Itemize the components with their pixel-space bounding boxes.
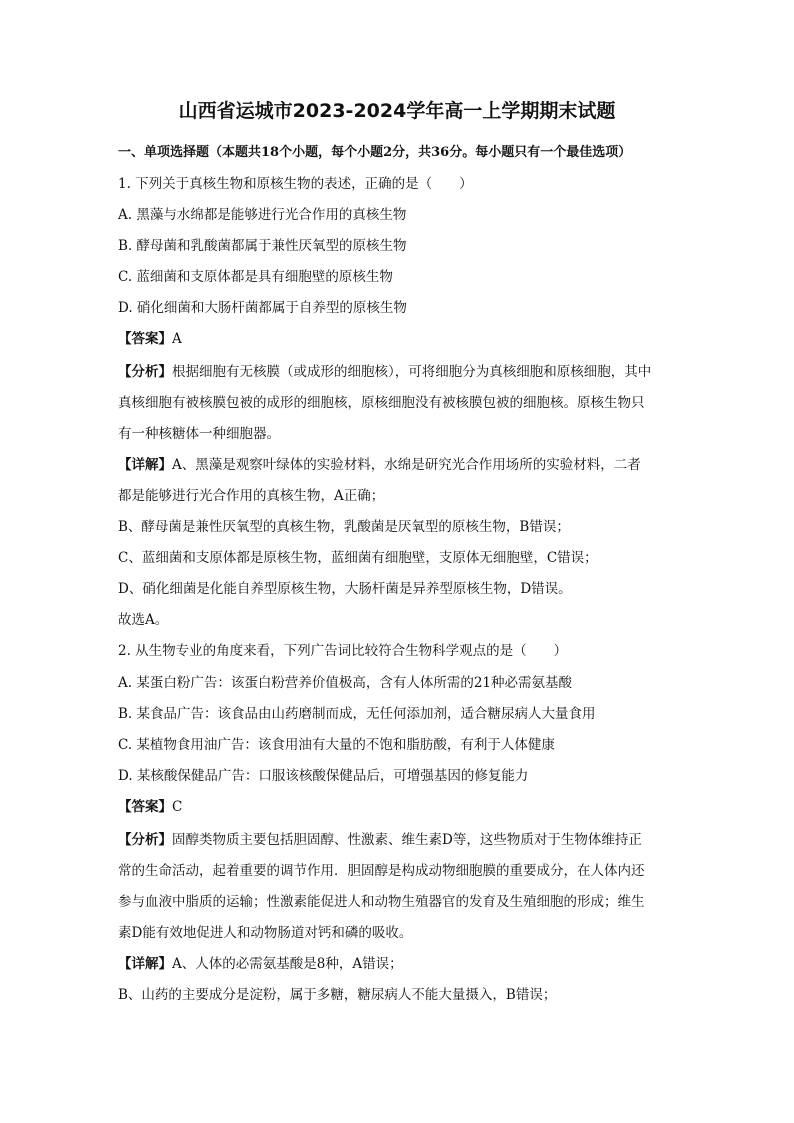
page-title: 山西省运城市2023-2024学年高一上学期期末试题 (178, 100, 616, 122)
q1-detail-line: D、硝化细菌是化能自养型原核生物，大肠杆菌是异养型原核生物，D错误。 (118, 581, 572, 597)
q2-detail-line (118, 954, 403, 974)
q1-option-b: B. 酵母菌和乳酸菌都属于兼性厌氧型的原核生物 (118, 238, 407, 254)
detail-label: 【详解】 (118, 956, 172, 972)
q1-option-a: A. 黑藻与水绵都是能够进行光合作用的真核生物 (118, 207, 407, 223)
q1-analysis-line: 真核细胞有被核膜包被的成形的细胞核，原核细胞没有被核膜包被的细胞核。原核生物只 (118, 395, 645, 411)
detail-label: 【详解】 (118, 457, 172, 473)
q2-option-c: C. 某植物食用油广告：该食用油有大量的不饱和脂肪酸，有利于人体健康 (118, 737, 555, 753)
q2-analysis-line: 素D能有效地促进人和动物肠道对钙和磷的吸收。 (118, 925, 413, 941)
section-heading: 一、单项选择题（本题共18个小题，每个小题2分，共36分。每小题只有一个最佳选项） (118, 145, 632, 160)
answer-label: 【答案】 (118, 799, 172, 815)
q1-answer (118, 329, 182, 349)
q2-analysis-line: 常的生命活动，起着重要的调节作用．胆固醇是构成动物细胞膜的重要成分，在人体内还 (118, 863, 645, 879)
q2-stem: 2. 从生物专业的角度来看，下列广告词比较符合生物科学观点的是（ ） (118, 643, 568, 659)
q1-detail-line: B、酵母菌是兼性厌氧型的真核生物，乳酸菌是厌氧型的原核生物，B错误； (118, 519, 570, 535)
q1-option-c: C. 蓝细菌和支原体都是具有细胞壁的原核生物 (118, 269, 393, 285)
q1-stem: 1. 下列关于真核生物和原核生物的表述，正确的是（ ） (118, 176, 473, 192)
q1-detail-line: 都是能够进行光合作用的真核生物，A正确； (118, 488, 385, 504)
analysis-label: 【分析】 (118, 832, 172, 848)
analysis-text: 根据细胞有无核膜（或成形的细胞核），可将细胞分为真核细胞和原核细胞，其中 (172, 364, 652, 380)
q1-detail-line: C、蓝细菌和支原体都是原核生物，蓝细菌有细胞壁，支原体无细胞壁，C错误； (118, 550, 598, 566)
q1-detail-line (118, 455, 641, 475)
q2-option-b: B. 某食品广告：该食品由山药磨制而成，无任何添加剂，适合糖尿病人大量食用 (118, 706, 596, 722)
q2-option-a: A. 某蛋白粉广告：该蛋白粉营养价值极高，含有人体所需的21种必需氨基酸 (118, 675, 573, 691)
analysis-label: 【分析】 (118, 364, 172, 380)
q1-analysis-line: 有一种核糖体一种细胞器。 (118, 426, 280, 442)
q2-detail-line: B、山药的主要成分是淀粉，属于多糖，糖尿病人不能大量摄入，B错误； (118, 987, 557, 1003)
q1-option-d: D. 硝化细菌和大肠杆菌都属于自养型的原核生物 (118, 300, 407, 316)
q2-analysis-line (118, 830, 642, 850)
detail-text: A、黑藻是观察叶绿体的实验材料，水绵是研究光合作用场所的实验材料，二者 (172, 457, 641, 473)
q1-conclusion: 故选A。 (118, 612, 169, 628)
analysis-text: 固醇类物质主要包括胆固醇、性激素、维生素D等，这些物质对于生物体维持正 (172, 832, 642, 848)
q2-analysis-line: 参与血液中脂质的运输；性激素能促进人和动物生殖器官的发育及生殖细胞的形成；维生 (118, 894, 645, 910)
q2-option-d: D. 某核酸保健品广告：口服该核酸保健品后，可增强基因的修复能力 (118, 768, 529, 784)
answer-value: A (172, 331, 182, 347)
answer-value: C (172, 799, 183, 815)
detail-text: A、人体的必需氨基酸是8种，A错误； (172, 956, 403, 972)
answer-label: 【答案】 (118, 331, 172, 347)
q1-analysis-line (118, 362, 651, 382)
q2-answer (118, 797, 182, 817)
